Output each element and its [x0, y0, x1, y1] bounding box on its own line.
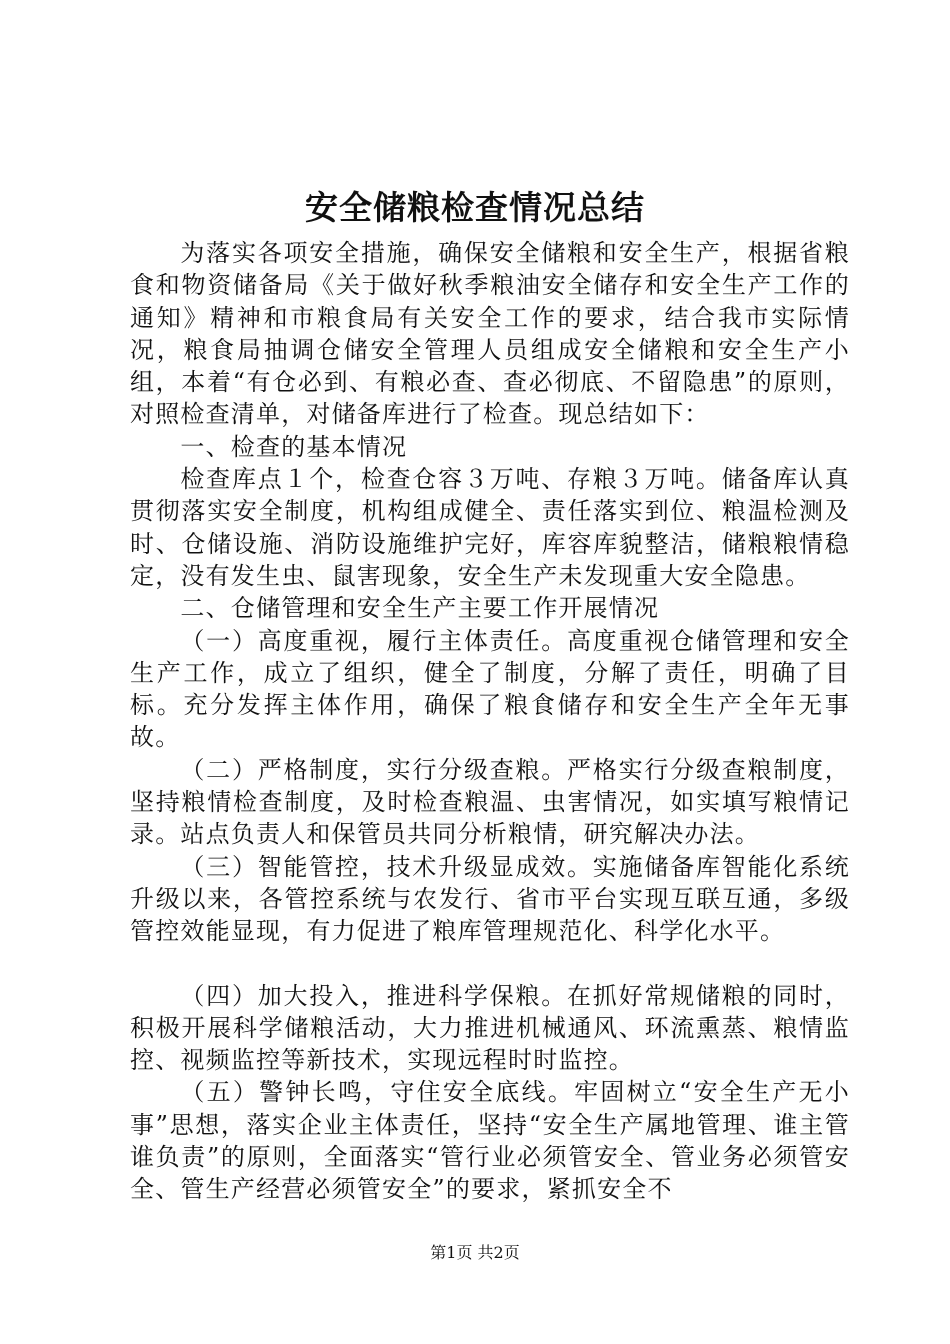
paragraph-item-1: （一）高度重视，履行主体责任。高度重视仓储管理和安全生产工作，成立了组织，健全了制度，分解了责任，明确了目标。充分发挥主体作用，确保了粮食储存和安全生产全年无事故。 — [130, 626, 850, 752]
paragraph-item-5: （五）警钟长鸣，守住安全底线。牢固树立“安全生产无小事”思想，落实企业主体责任，坚持“安全生产属地管理、谁主管谁负责”的原则，全面落实“管行业必须管安全、管业务必须管安全、管生产经营必须管安全”的要求，紧抓安全不 — [130, 1078, 850, 1204]
document-title: 安全储粮检查情况总结 — [305, 188, 645, 227]
intro-paragraph: 为落实各项安全措施，确保安全储粮和安全生产，根据省粮食和物资储备局《关于做好秋季粮油安全储存和安全生产工作的通知》精神和市粮食局有关安全工作的要求，结合我市实际情况，粮食局抽调仓储安全管理人员组成安全储粮和安全生产小组，本着“有仓必到、有粮必查、查必彻底、不留隐患”的原则，对照检查清单，对储备库进行了检查。现总结如下： — [130, 239, 850, 429]
paragraph-spacer — [130, 948, 850, 980]
section-heading-1: 一、检查的基本情况 — [180, 432, 408, 461]
paragraph-item-4: （四）加大投入，推进科学保粮。在抓好常规储粮的同时，积极开展科学储粮活动，大力推进机械通风、环流熏蒸、粮情监控、视频监控等新技术，实现远程时时监控。 — [130, 981, 850, 1075]
section-heading-2: 二、仓储管理和安全生产主要工作开展情况 — [180, 594, 660, 623]
paragraph-item-3: （三）智能管控，技术升级显成效。实施储备库智能化系统升级以来，各管控系统与农发行、省市平台实现互联互通，多级管控效能显现，有力促进了粮库管理规范化、科学化水平。 — [130, 852, 850, 946]
paragraph-basic-situation: 检查库点１个，检查仓容３万吨、存粮３万吨。储备库认真贯彻落实安全制度，机构组成健全、责任落实到位、粮温检测及时、仓储设施、消防设施维护完好，库容库貌整洁，储粮粮情稳定，没有发生虫、鼠害现象，安全生产未发现重大安全隐患。 — [130, 465, 850, 590]
page-number: 第1页 共2页 — [430, 1243, 520, 1262]
document-body — [130, 237, 850, 1206]
paragraph-item-2: （二）严格制度，实行分级查粮。严格实行分级查粮制度，坚持粮情检查制度，及时检查粮温、虫害情况，如实填写粮情记录。站点负责人和保管员共同分析粮情，研究解决办法。 — [130, 755, 850, 849]
